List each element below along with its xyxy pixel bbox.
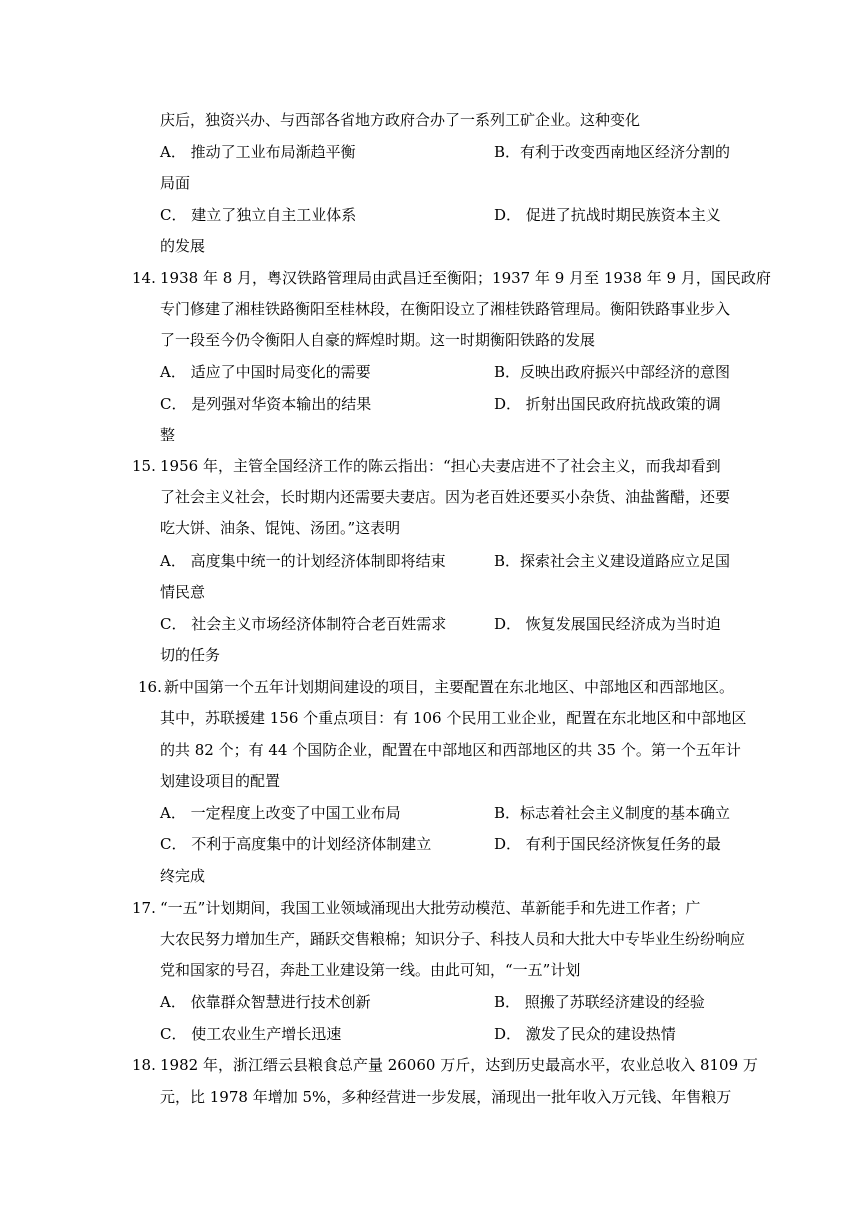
q15-option-a: A． 高度集中统一的计划经济体制即将结束 — [160, 552, 446, 570]
q14-stem-line-2: 专门修建了湘桂铁路衡阳至桂林段，在衡阳设立了湘桂铁路管理局。衡阳铁路事业步入 — [160, 300, 731, 318]
q15-stem-line-3: 吃大饼、油条、馄饨、汤团。”这表明 — [160, 519, 401, 537]
q15-stem-line-2: 了社会主义社会，长时期内还需要夫妻店。因为老百姓还要买小杂货、油盐酱醋，还要 — [160, 488, 731, 506]
q13-stem-line-1: 庆后，独资兴办、与西部各省地方政府合办了一系列工矿企业。这种变化 — [160, 111, 641, 129]
q16-stem-line-4: 划建设项目的配置 — [160, 772, 281, 790]
q17-stem-line-2: 大农民努力增加生产，踊跃交售粮棉；知识分子、科技人员和大批大中专毕业生纷纷响应 — [160, 930, 746, 948]
q17-stem-line-3: 党和国家的号召，奔赴工业建设第一线。由此可知，“一五”计划 — [160, 961, 581, 979]
q14-option-d-wrap: 整 — [160, 426, 176, 444]
q17-stem-line-1: “一五”计划期间，我国工业领域涌现出大批劳动模范、革新能手和先进工作者；广 — [160, 899, 701, 917]
q16-stem-line-2: 其中，苏联援建 156 个重点项目：有 106 个民用工业企业，配置在东北地区和中部地区 — [160, 709, 747, 727]
q15-stem-line-1: 1956 年，主管全国经济工作的陈云指出：“担心夫妻店进不了社会主义，而我却看到 — [160, 457, 721, 475]
q14-option-b: B．反映出政府振兴中部经济的意图 — [494, 363, 731, 381]
q13-option-b-wrap: 局面 — [160, 174, 191, 192]
q16-number: 16. — [138, 678, 162, 696]
q14-number: 14. — [132, 269, 156, 287]
q18-number: 18. — [132, 1056, 156, 1074]
q15-number: 15. — [132, 457, 156, 475]
q16-option-b: B．标志着社会主义制度的基本确立 — [494, 804, 731, 822]
q16-option-d: D． 有利于国民经济恢复任务的最 — [494, 835, 721, 853]
q16-option-d-wrap: 终完成 — [160, 867, 206, 885]
q15-option-c: C． 社会主义市场经济体制符合老百姓需求 — [160, 615, 447, 633]
q15-option-d-wrap: 切的任务 — [160, 646, 221, 664]
q14-option-d: D． 折射出国民政府抗战政策的调 — [494, 395, 721, 413]
q14-option-c: C． 是列强对华资本输出的结果 — [160, 395, 372, 413]
q13-option-a: A． 推动了工业布局渐趋平衡 — [160, 143, 356, 161]
q18-stem-line-1: 1982 年，浙江缙云县粮食总产量 26060 万斤，达到历史最高水平，农业总收入 8109 万 — [160, 1056, 758, 1074]
q16-option-a: A． 一定程度上改变了中国工业布局 — [160, 804, 401, 822]
q15-option-b-wrap: 情民意 — [160, 583, 206, 601]
q17-number: 17. — [132, 899, 156, 917]
q15-option-b: B．探索社会主义建设道路应立足国 — [494, 552, 731, 570]
q16-option-c: C． 不利于高度集中的计划经济体制建立 — [160, 835, 432, 853]
q13-option-d: D． 促进了抗战时期民族资本主义 — [494, 206, 721, 224]
q13-option-b: B．有利于改变西南地区经济分割的 — [494, 143, 731, 161]
q17-option-c: C． 使工农业生产增长迅速 — [160, 1025, 342, 1043]
q14-stem-line-3: 了一段至今仍令衡阳人自豪的辉煌时期。这一时期衡阳铁路的发展 — [160, 331, 596, 349]
q18-stem-line-2: 元，比 1978 年增加 5%，多种经营进一步发展，涌现出一批年收入万元钱、年售粮万 — [160, 1088, 732, 1106]
q16-stem-line-1: 新中国第一个五年计划期间建设的项目，主要配置在东北地区、中部地区和西部地区。 — [164, 678, 735, 696]
q16-stem-line-3: 的共 82 个；有 44 个国防企业，配置在中部地区和西部地区的共 35 个。第一个五年计 — [160, 741, 741, 759]
q17-option-b: B． 照搬了苏联经济建设的经验 — [494, 993, 705, 1011]
q15-option-d: D． 恢复发展国民经济成为当时迫 — [494, 615, 721, 633]
q14-stem-line-1: 1938 年 8 月，粤汉铁路管理局由武昌迁至衡阳；1937 年 9 月至 1938 年 9 月，国民政府 — [160, 269, 771, 287]
q14-option-a: A． 适应了中国时局变化的需要 — [160, 363, 371, 381]
q13-option-c: C． 建立了独立自主工业体系 — [160, 206, 357, 224]
q17-option-a: A． 依靠群众智慧进行技术创新 — [160, 993, 371, 1011]
q13-option-d-wrap: 的发展 — [160, 237, 206, 255]
q17-option-d: D． 激发了民众的建设热情 — [494, 1025, 676, 1043]
